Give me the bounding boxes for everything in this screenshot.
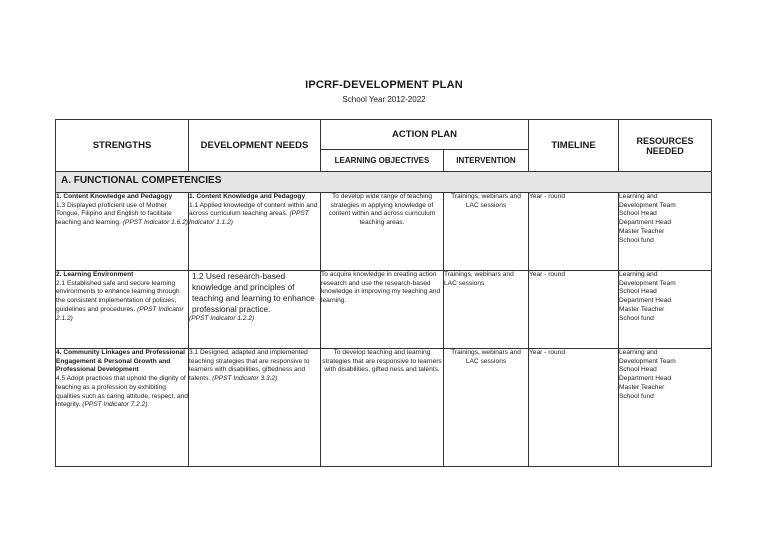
need-indicator: (PPST Indicator 1.1.2)	[189, 210, 309, 227]
resource-item: School fund	[619, 392, 654, 400]
timeline-cell: Year - round	[529, 271, 619, 349]
resource-item: Development Team	[619, 279, 676, 287]
resource-item: Learning and	[619, 349, 658, 356]
need-text: 3.1 Designed, adapted and implemented teaching strategies that are responsive to learners with disabilities, giftedness and talents.	[189, 349, 310, 383]
resource-item: Department Head	[619, 219, 672, 227]
table-row	[56, 193, 712, 271]
resources-cell	[619, 271, 712, 349]
strength-cell	[56, 193, 189, 271]
resource-item: Development Team	[619, 201, 676, 209]
table-row	[56, 271, 712, 349]
strength-cell	[56, 271, 189, 349]
strength-title: 4. Community Linkages and Professional Engagement & Personal Growth and Professional Development	[56, 349, 185, 374]
timeline-cell: Year - round	[529, 349, 619, 467]
need-text: 1.2 Used research-based knowledge and principles of teaching and learning to enhance professional practice.	[192, 271, 315, 314]
strength-title: 1. Content Knowledge and Pedagogy	[56, 193, 173, 200]
development-plan-table	[55, 119, 712, 467]
resource-item: Learning and	[619, 193, 658, 200]
intervention-cell: Trainings, webinars and LAC sessions	[444, 349, 529, 467]
resource-item: School fund	[619, 314, 654, 322]
strength-text: 1.3 Displayed proficient use of Mother Tongue, Filipino and English to facilitate teaching and learning.	[56, 201, 172, 227]
strength-text: 4.5 Adopt practices that uphold the dignity of teaching as a profession by exhibiting qualities such as caring attitude, respect, and integrity.	[56, 375, 188, 409]
resource-item: School Head	[619, 288, 657, 296]
resource-item: Development Team	[619, 357, 676, 365]
header-strengths: STRENGTHS	[56, 120, 189, 172]
timeline-cell: Year - round	[529, 193, 619, 271]
strength-title: 2. Learning Environment	[56, 271, 134, 278]
header-resources-needed: RESOURCES NEEDED	[619, 120, 712, 172]
intervention-cell: Trainings, webinars and LAC sessions	[444, 193, 529, 271]
resource-item: Master Teacher	[619, 305, 665, 313]
strength-cell	[56, 349, 189, 467]
resources-cell	[619, 349, 712, 467]
document-title: IPCRF-DEVELOPMENT PLAN	[305, 79, 463, 91]
objective-cell: To develop wide range of teaching strategies in applying knowledge of content within and across curriculum teaching areas.	[321, 193, 444, 271]
resource-item: School fund	[619, 236, 654, 244]
header-timeline: TIMELINE	[529, 120, 619, 172]
need-text: 1.1 Applied knowledge of content within and across curriculum teaching areas.	[189, 201, 318, 218]
resource-item: School Head	[619, 210, 657, 218]
header-development-needs: DEVELOPMENT NEEDS	[189, 120, 321, 172]
strength-indicator: (PPST Indicator 2.1.2)	[56, 305, 184, 322]
header-learning-objectives: LEARNING OBJECTIVES	[321, 150, 444, 172]
objective-cell: To develop teaching and learning strategies that are responsive to learners with disabilities, gifted ness and talents.	[321, 349, 444, 467]
resource-item: Department Head	[619, 297, 672, 305]
resource-item: School Head	[619, 366, 657, 374]
resource-item: Master Teacher	[619, 383, 665, 391]
need-cell	[189, 193, 321, 271]
need-title: 1. Content Knowledge and Pedagogy	[189, 193, 306, 200]
need-cell	[189, 349, 321, 467]
strength-indicator: (PPST Indicator 7.2.2)	[82, 401, 148, 409]
need-cell	[189, 271, 321, 349]
need-indicator: (PPST Indicator 1.2.2)	[189, 315, 255, 322]
document-subtitle: School Year 2012-2022	[342, 95, 426, 104]
resources-cell	[619, 193, 712, 271]
table-row	[56, 349, 712, 467]
strength-text: 2.1 Established safe and secure learning environments to enhance learning through the consistent implementation of policies, guidelines and procedures.	[56, 279, 180, 313]
intervention-cell: Trainings, webinars and LAC sessions	[444, 271, 529, 349]
resource-item: Master Teacher	[619, 227, 665, 235]
resource-item: Department Head	[619, 375, 672, 383]
section-functional-competencies: A. FUNCTIONAL COMPETENCIES	[56, 172, 712, 193]
need-indicator: (PPST Indicator 3.3.2)	[212, 375, 278, 383]
resource-item: Learning and	[619, 271, 658, 278]
header-action-plan: ACTION PLAN	[321, 120, 529, 150]
header-intervention: INTERVENTION	[444, 150, 529, 172]
strength-indicator: (PPST Indicator 1.6.2)	[122, 219, 188, 227]
objective-cell: To acquire knowledge in creating action research and use the research-based knowledge in improving my teaching and learning.	[321, 271, 444, 349]
